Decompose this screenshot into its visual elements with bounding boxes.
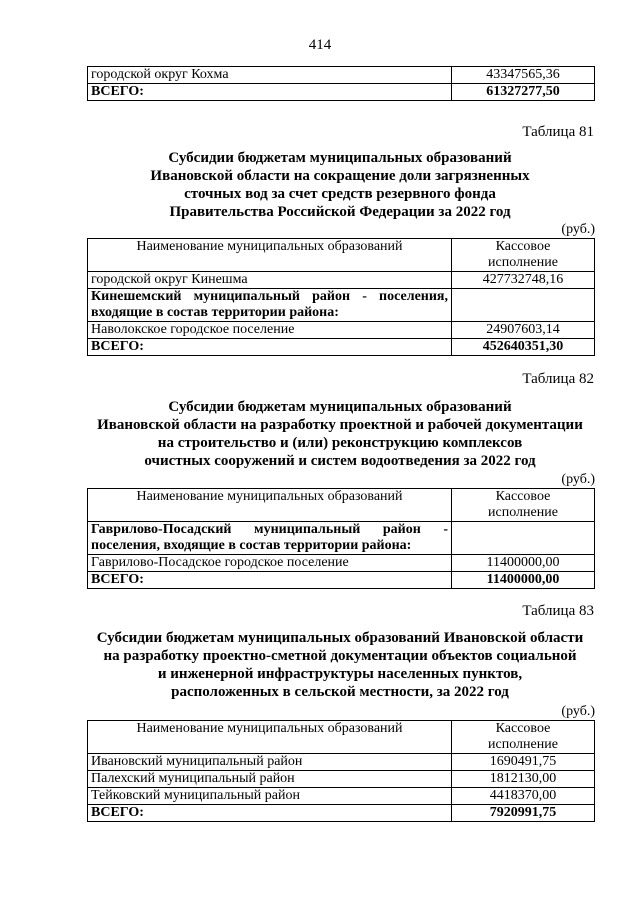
row-name: городской округ Кохма	[88, 67, 452, 84]
row-name: ВСЕГО:	[88, 805, 452, 822]
row-name: Палехский муниципальный район	[88, 771, 452, 788]
header-value: Кассовое исполнение	[452, 721, 595, 754]
row-name: городской округ Кинешма	[88, 272, 452, 289]
table-row	[88, 555, 595, 572]
table-caption: Таблица 82	[522, 371, 594, 387]
row-value: 24907603,14	[452, 322, 595, 339]
total-row	[88, 572, 595, 589]
row-value: 427732748,16	[452, 272, 595, 289]
row-value: 7920991,75	[452, 805, 595, 822]
header-value: Кассовое исполнение	[452, 239, 595, 272]
table-caption: Таблица 81	[522, 124, 594, 140]
group-row	[88, 289, 595, 322]
row-value: 43347565,36	[452, 67, 595, 84]
row-name: ВСЕГО:	[88, 84, 452, 101]
row-name: Наволокское городское поселение	[88, 322, 452, 339]
row-value: 11400000,00	[452, 555, 595, 572]
row-value: 452640351,30	[452, 339, 595, 356]
table-row	[88, 771, 595, 788]
total-row	[88, 339, 595, 356]
header-row	[88, 721, 595, 754]
unit-label: (руб.)	[561, 222, 595, 237]
table-row	[88, 322, 595, 339]
title-line: Субсидии бюджетам муниципальных образований	[168, 399, 512, 415]
header-name: Наименование муниципальных образований	[88, 721, 452, 754]
title-line: и инженерной инфраструктуры населенных пунктов,	[157, 666, 523, 682]
table-81	[87, 238, 595, 356]
row-value: 61327277,50	[452, 84, 595, 101]
row-value	[452, 289, 595, 322]
row-name: Гаврилово-Посадский муниципальный район - поселения, входящие в состав территории района:	[88, 522, 452, 555]
header-value: Кассовое исполнение	[452, 489, 595, 522]
unit-label: (руб.)	[561, 704, 595, 719]
table-row	[88, 67, 595, 84]
row-name: Кинешемский муниципальный район - поселения, входящие в состав территории района:	[88, 289, 452, 322]
row-value: 1690491,75	[452, 754, 595, 771]
row-name: ВСЕГО:	[88, 339, 452, 356]
table-row	[88, 788, 595, 805]
title-line: очистных сооружений и систем водоотведения за 2022 год	[144, 453, 536, 469]
row-value: 1812130,00	[452, 771, 595, 788]
table-title	[80, 398, 600, 470]
continued-table	[87, 66, 595, 101]
title-line: на разработку проектно-сметной документации объектов социальной	[103, 648, 577, 664]
total-row	[88, 805, 595, 822]
title-line: Правительства Российской Федерации за 2022 год	[169, 204, 511, 220]
table-82	[87, 488, 595, 589]
table-title	[80, 629, 600, 701]
table-title	[80, 149, 600, 221]
title-line: сточных вод за счет средств резервного фонда	[184, 186, 496, 202]
header-row	[88, 489, 595, 522]
table-83	[87, 720, 595, 822]
total-row	[88, 84, 595, 101]
row-value: 11400000,00	[452, 572, 595, 589]
row-value: 4418370,00	[452, 788, 595, 805]
row-name: Ивановский муниципальный район	[88, 754, 452, 771]
page-number: 414	[308, 37, 332, 53]
title-line: расположенных в сельской местности, за 2022 год	[171, 684, 509, 700]
table-caption: Таблица 83	[522, 603, 594, 619]
header-row	[88, 239, 595, 272]
unit-label: (руб.)	[561, 472, 595, 487]
title-line: на строительство и (или) реконструкцию комплексов	[157, 435, 523, 451]
title-line: Субсидии бюджетам муниципальных образований Ивановской области	[96, 630, 584, 646]
title-line: Ивановской области на разработку проектной и рабочей документации	[97, 417, 583, 433]
row-value	[452, 522, 595, 555]
header-name: Наименование муниципальных образований	[88, 239, 452, 272]
row-name: Гаврилово-Посадское городское поселение	[88, 555, 452, 572]
title-line: Субсидии бюджетам муниципальных образований	[168, 150, 512, 166]
table-row	[88, 754, 595, 771]
title-line: Ивановской области на сокращение доли загрязненных	[150, 168, 530, 184]
row-name: Тейковский муниципальный район	[88, 788, 452, 805]
header-name: Наименование муниципальных образований	[88, 489, 452, 522]
table-row	[88, 272, 595, 289]
group-row	[88, 522, 595, 555]
row-name: ВСЕГО:	[88, 572, 452, 589]
